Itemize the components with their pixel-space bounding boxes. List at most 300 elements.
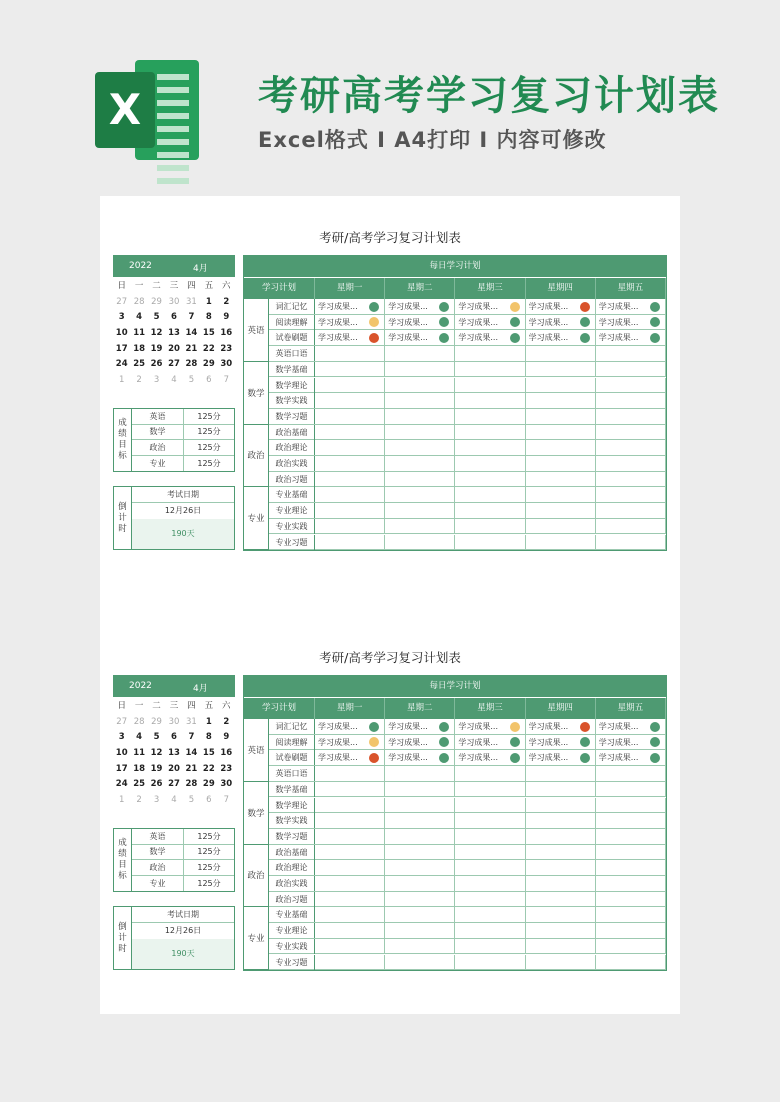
plan-cell[interactable] <box>455 472 525 487</box>
goal-score[interactable]: 125分 <box>183 829 234 845</box>
plan-cell[interactable] <box>315 299 385 314</box>
plan-cell[interactable] <box>596 782 666 797</box>
goal-score[interactable]: 125分 <box>183 845 234 861</box>
plan-cell[interactable] <box>455 860 525 875</box>
plan-cell[interactable] <box>596 798 666 813</box>
plan-cell[interactable] <box>315 798 385 813</box>
plan-cell[interactable] <box>315 535 385 550</box>
plan-cell[interactable] <box>455 923 525 938</box>
plan-cell[interactable] <box>455 456 525 471</box>
days-left: 190天 <box>132 939 234 969</box>
calendar-day[interactable]: 16 <box>220 748 233 759</box>
plan-cell[interactable] <box>315 829 385 844</box>
plan-cell[interactable] <box>385 409 455 424</box>
plan-cell[interactable] <box>315 456 385 471</box>
plan-cell[interactable] <box>315 409 385 424</box>
calendar-day[interactable]: 8 <box>205 312 212 323</box>
plan-cell[interactable] <box>315 315 385 330</box>
calendar-day[interactable]: 7 <box>188 312 195 323</box>
plan-cell[interactable] <box>526 939 596 954</box>
calendar-day[interactable]: 30 <box>168 296 180 307</box>
plan-cell[interactable] <box>596 845 666 860</box>
plan-cell[interactable] <box>596 440 666 455</box>
plan-row <box>269 955 666 971</box>
exam-date[interactable]: 12月26日 <box>164 926 202 935</box>
plan-cell[interactable] <box>455 362 525 377</box>
calendar-day[interactable]: 28 <box>133 716 145 727</box>
calendar-year: 2022 <box>129 681 152 691</box>
countdown-box <box>113 486 235 550</box>
plan-cell[interactable] <box>526 735 596 750</box>
plan-row <box>269 782 666 798</box>
calendar-day[interactable]: 31 <box>186 296 197 307</box>
calendar-day[interactable]: 31 <box>186 716 197 727</box>
plan-cell[interactable] <box>596 923 666 938</box>
plan-cell[interactable] <box>455 425 525 440</box>
plan-banner: 每日学习计划 <box>244 676 666 697</box>
plan-cell[interactable] <box>455 535 525 550</box>
calendar-day[interactable]: 2 <box>223 296 230 307</box>
plan-cell[interactable] <box>596 393 666 408</box>
plan-cell[interactable] <box>385 860 455 875</box>
plan-cell[interactable] <box>526 503 596 518</box>
calendar-day[interactable]: 14 <box>185 748 198 759</box>
plan-cell-text: 学习成果... <box>598 722 639 731</box>
plan-cell[interactable] <box>455 315 525 330</box>
plan-cell[interactable] <box>596 425 666 440</box>
calendar-day[interactable]: 28 <box>185 359 198 370</box>
plan-cell[interactable] <box>315 955 385 970</box>
plan-cell[interactable] <box>315 892 385 907</box>
calendar-day[interactable]: 13 <box>168 748 180 759</box>
plan-cell-text: 学习成果... <box>458 753 499 763</box>
plan-cell[interactable] <box>455 798 525 813</box>
plan-cell[interactable] <box>315 378 385 393</box>
plan-cell[interactable] <box>385 315 455 330</box>
plan-cell[interactable] <box>526 425 596 440</box>
plan-cell[interactable] <box>455 892 525 907</box>
plan-row <box>269 876 666 892</box>
calendar-day[interactable]: 25 <box>133 359 146 370</box>
countdown-label: 倒计时 <box>114 907 132 969</box>
calendar-day[interactable]: 11 <box>133 328 146 339</box>
plan-cell-text: 学习成果... <box>388 753 428 763</box>
calendar-day[interactable]: 19 <box>150 343 163 354</box>
plan-row <box>269 939 666 955</box>
calendar-day[interactable]: 21 <box>185 343 198 354</box>
plan-cell-text: 学习成果... <box>528 333 569 343</box>
plan-row <box>269 798 666 814</box>
plan-cell[interactable] <box>455 719 525 734</box>
plan-cell[interactable] <box>526 519 596 534</box>
plan-cell[interactable] <box>455 766 525 781</box>
calendar-day[interactable]: 10 <box>115 328 128 339</box>
goal-score[interactable]: 125分 <box>183 409 234 425</box>
calendar-day[interactable]: 5 <box>153 312 160 323</box>
plan-item: 政治习题 <box>269 892 315 907</box>
plan-cell[interactable] <box>385 719 455 734</box>
exam-date[interactable]: 12月26日 <box>164 506 202 515</box>
plan-cell[interactable] <box>385 829 455 844</box>
plan-cell[interactable] <box>596 378 666 393</box>
weekday-header: 星期一 <box>315 278 385 299</box>
calendar-day[interactable]: 9 <box>223 732 230 743</box>
goal-score[interactable]: 125分 <box>183 456 234 472</box>
calendar-day[interactable]: 28 <box>185 779 198 790</box>
plan-cell[interactable] <box>526 923 596 938</box>
plan-cell[interactable] <box>526 798 596 813</box>
plan-cell[interactable] <box>385 362 455 377</box>
plan-cell[interactable] <box>315 487 385 502</box>
plan-cell[interactable] <box>596 876 666 891</box>
calendar-day[interactable]: 3 <box>118 312 125 323</box>
plan-cell[interactable] <box>596 750 666 765</box>
plan-cell[interactable] <box>385 440 455 455</box>
plan-cell[interactable] <box>596 955 666 970</box>
plan-cell[interactable] <box>596 456 666 471</box>
status-dot-icon <box>439 737 449 747</box>
plan-cell[interactable] <box>385 519 455 534</box>
calendar-month: 4月 <box>193 684 208 694</box>
plan-cell[interactable] <box>455 735 525 750</box>
weekday-header: 星期五 <box>596 698 666 719</box>
calendar-day[interactable]: 5 <box>188 375 195 386</box>
plan-cell[interactable] <box>385 503 455 518</box>
score-goals-table <box>113 408 235 472</box>
plan-cell[interactable] <box>526 813 596 828</box>
plan-cell[interactable] <box>385 346 455 361</box>
plan-row <box>269 330 666 346</box>
calendar-day[interactable]: 6 <box>206 795 212 806</box>
plan-cell[interactable] <box>455 829 525 844</box>
plan-cell[interactable] <box>596 315 666 330</box>
plan-cell-text: 学习成果... <box>598 753 639 763</box>
plan-cell[interactable] <box>455 503 525 518</box>
calendar-day[interactable]: 16 <box>220 328 233 339</box>
plan-cell[interactable] <box>526 378 596 393</box>
plan-cell[interactable] <box>315 425 385 440</box>
calendar-day[interactable]: 23 <box>220 763 233 774</box>
plan-cell[interactable] <box>385 535 455 550</box>
calendar-day[interactable]: 25 <box>133 779 146 790</box>
calendar-day[interactable]: 30 <box>220 359 233 370</box>
plan-cell[interactable] <box>455 346 525 361</box>
plan-cell[interactable] <box>596 892 666 907</box>
status-dot-icon <box>510 753 520 763</box>
calendar-day[interactable]: 1 <box>205 716 212 727</box>
plan-cell[interactable] <box>455 330 525 345</box>
plan-cell[interactable] <box>526 719 596 734</box>
calendar-day[interactable]: 8 <box>205 732 212 743</box>
calendar-day[interactable]: 1 <box>119 375 125 386</box>
calendar-day[interactable]: 7 <box>223 375 229 386</box>
plan-cell[interactable] <box>385 750 455 765</box>
plan-cell[interactable] <box>526 892 596 907</box>
plan-cell[interactable] <box>596 346 666 361</box>
plan-cell[interactable] <box>385 907 455 922</box>
plan-cell[interactable] <box>455 876 525 891</box>
calendar-day[interactable]: 17 <box>115 763 128 774</box>
plan-row <box>269 860 666 876</box>
plan-row <box>269 378 666 394</box>
plan-cell[interactable] <box>315 719 385 734</box>
calendar-day[interactable]: 22 <box>202 343 215 354</box>
plan-cell[interactable] <box>455 519 525 534</box>
plan-cell[interactable] <box>455 939 525 954</box>
plan-cell[interactable] <box>526 487 596 502</box>
plan-item: 英语口语 <box>269 766 315 781</box>
calendar-weekday: 五 <box>204 281 214 291</box>
plan-cell[interactable] <box>385 813 455 828</box>
plan-cell[interactable] <box>385 735 455 750</box>
calendar-day[interactable]: 15 <box>202 748 215 759</box>
plan-cell[interactable] <box>385 845 455 860</box>
calendar-day[interactable]: 30 <box>220 779 233 790</box>
calendar-day[interactable]: 4 <box>171 375 177 386</box>
status-dot-icon <box>580 302 590 312</box>
plan-cell[interactable] <box>385 782 455 797</box>
calendar-day[interactable]: 21 <box>185 763 198 774</box>
plan-cell[interactable] <box>385 378 455 393</box>
plan-cell[interactable] <box>526 440 596 455</box>
plan-cell[interactable] <box>526 766 596 781</box>
plan-cell[interactable] <box>526 346 596 361</box>
plan-cell[interactable] <box>526 456 596 471</box>
plan-cell[interactable] <box>455 409 525 424</box>
plan-cell[interactable] <box>315 735 385 750</box>
goal-score[interactable]: 125分 <box>183 876 234 892</box>
calendar-weekday: 日 <box>117 281 126 291</box>
plan-cell[interactable] <box>596 735 666 750</box>
calendar-day[interactable]: 29 <box>202 359 215 370</box>
plan-cell[interactable] <box>315 766 385 781</box>
calendar-day[interactable]: 3 <box>153 795 160 806</box>
plan-cell[interactable] <box>455 782 525 797</box>
plan-cell[interactable] <box>315 782 385 797</box>
plan-cell[interactable] <box>385 939 455 954</box>
subject-label: 专业 <box>244 907 269 970</box>
plan-cell[interactable] <box>596 409 666 424</box>
plan-cell[interactable] <box>596 362 666 377</box>
plan-cell[interactable] <box>385 923 455 938</box>
plan-item: 政治理论 <box>269 440 315 455</box>
plan-cell[interactable] <box>315 362 385 377</box>
daily-plan-table <box>243 255 667 551</box>
calendar-day[interactable]: 5 <box>153 732 160 743</box>
calendar-weekday: 二 <box>152 281 161 291</box>
calendar-day[interactable]: 28 <box>133 296 145 307</box>
calendar-day[interactable]: 13 <box>168 328 180 339</box>
calendar-day[interactable]: 4 <box>136 312 143 323</box>
calendar-day[interactable]: 18 <box>133 763 146 774</box>
plan-cell[interactable] <box>596 519 666 534</box>
plan-cell-text: 学习成果... <box>458 302 499 311</box>
calendar-day[interactable]: 27 <box>116 296 128 307</box>
plan-item: 专业实践 <box>269 519 315 534</box>
plan-cell[interactable] <box>596 939 666 954</box>
calendar-day[interactable]: 2 <box>136 375 142 386</box>
plan-cell[interactable] <box>526 330 596 345</box>
plan-cell[interactable] <box>596 907 666 922</box>
plan-cell[interactable] <box>455 299 525 314</box>
calendar-day[interactable]: 2 <box>136 795 142 806</box>
plan-cell[interactable] <box>596 719 666 734</box>
plan-cell[interactable] <box>596 503 666 518</box>
plan-cell[interactable] <box>385 393 455 408</box>
plan-cell[interactable] <box>596 860 666 875</box>
plan-cell[interactable] <box>385 456 455 471</box>
goal-score[interactable]: 125分 <box>183 440 234 456</box>
plan-cell[interactable] <box>455 750 525 765</box>
plan-cell[interactable] <box>526 829 596 844</box>
plan-cell[interactable] <box>315 330 385 345</box>
calendar-day[interactable]: 2 <box>223 716 230 727</box>
plan-cell[interactable] <box>596 487 666 502</box>
plan-cell[interactable] <box>526 409 596 424</box>
calendar-day[interactable]: 27 <box>116 716 128 727</box>
calendar-day[interactable]: 20 <box>168 763 180 774</box>
plan-cell[interactable] <box>526 299 596 314</box>
calendar-day[interactable]: 1 <box>119 795 125 806</box>
calendar-day[interactable]: 29 <box>202 779 215 790</box>
plan-cell[interactable] <box>385 766 455 781</box>
calendar-day[interactable]: 12 <box>150 328 163 339</box>
calendar-day[interactable]: 6 <box>206 375 212 386</box>
calendar-day[interactable]: 5 <box>188 795 195 806</box>
plan-cell[interactable] <box>596 472 666 487</box>
plan-cell[interactable] <box>455 955 525 970</box>
plan-cell-text: 学习成果... <box>598 333 639 343</box>
plan-cell[interactable] <box>315 813 385 828</box>
calendar-day[interactable]: 24 <box>115 359 128 370</box>
calendar-day[interactable]: 4 <box>171 795 177 806</box>
calendar-day[interactable]: 30 <box>168 716 180 727</box>
plan-cell[interactable] <box>385 425 455 440</box>
plan-cell[interactable] <box>455 378 525 393</box>
plan-cell-text: 学习成果... <box>528 302 569 311</box>
weekday-header: 星期四 <box>526 278 596 299</box>
calendar-day[interactable]: 11 <box>133 748 146 759</box>
calendar-day[interactable]: 15 <box>202 328 215 339</box>
calendar-day[interactable]: 26 <box>150 359 163 370</box>
plan-cell[interactable] <box>596 829 666 844</box>
plan-cell[interactable] <box>455 845 525 860</box>
calendar-day[interactable]: 12 <box>150 748 163 759</box>
calendar-day[interactable]: 4 <box>136 732 143 743</box>
plan-cell[interactable] <box>315 750 385 765</box>
plan-cell[interactable] <box>526 535 596 550</box>
calendar-day[interactable]: 24 <box>115 779 128 790</box>
plan-cell[interactable] <box>315 472 385 487</box>
plan-cell[interactable] <box>526 907 596 922</box>
calendar-day[interactable]: 29 <box>151 296 162 307</box>
goal-score[interactable]: 125分 <box>183 860 234 876</box>
plan-cell[interactable] <box>385 472 455 487</box>
plan-cell[interactable] <box>385 955 455 970</box>
plan-cell[interactable] <box>526 362 596 377</box>
calendar-day[interactable]: 7 <box>188 732 195 743</box>
plan-cell[interactable] <box>526 845 596 860</box>
calendar-day[interactable]: 27 <box>168 359 180 370</box>
plan-cell[interactable] <box>526 955 596 970</box>
plan-cell[interactable] <box>315 519 385 534</box>
plan-cell[interactable] <box>526 315 596 330</box>
plan-cell[interactable] <box>596 813 666 828</box>
calendar-day[interactable]: 7 <box>223 795 229 806</box>
plan-cell[interactable] <box>385 892 455 907</box>
plan-cell[interactable] <box>455 487 525 502</box>
calendar-day[interactable]: 26 <box>150 779 163 790</box>
plan-cell[interactable] <box>596 535 666 550</box>
calendar-day[interactable]: 29 <box>151 716 162 727</box>
plan-row <box>269 362 666 378</box>
calendar-day[interactable]: 10 <box>115 748 128 759</box>
calendar-day[interactable]: 20 <box>168 343 180 354</box>
calendar-day[interactable]: 3 <box>153 375 160 386</box>
goal-score[interactable]: 125分 <box>183 425 234 441</box>
plan-item: 数学基础 <box>269 362 315 377</box>
plan-cell[interactable] <box>526 393 596 408</box>
plan-row <box>269 535 666 551</box>
plan-cell[interactable] <box>315 923 385 938</box>
plan-row <box>269 907 666 923</box>
plan-cell[interactable] <box>385 876 455 891</box>
plan-cell[interactable] <box>596 766 666 781</box>
plan-cell[interactable] <box>315 346 385 361</box>
plan-row <box>269 766 666 782</box>
plan-cell[interactable] <box>385 487 455 502</box>
plan-cell[interactable] <box>455 813 525 828</box>
calendar-day[interactable]: 6 <box>171 732 177 743</box>
calendar-day[interactable]: 27 <box>168 779 180 790</box>
plan-cell[interactable] <box>315 845 385 860</box>
plan-cell[interactable] <box>526 472 596 487</box>
plan-cell[interactable] <box>385 330 455 345</box>
plan-cell[interactable] <box>455 440 525 455</box>
plan-cell[interactable] <box>526 782 596 797</box>
plan-cell[interactable] <box>526 750 596 765</box>
calendar-day[interactable]: 3 <box>118 732 125 743</box>
plan-cell[interactable] <box>315 393 385 408</box>
plan-cell[interactable] <box>315 860 385 875</box>
plan-cell[interactable] <box>385 299 455 314</box>
plan-cell[interactable] <box>315 939 385 954</box>
plan-cell[interactable] <box>315 907 385 922</box>
plan-cell[interactable] <box>455 393 525 408</box>
plan-cell[interactable] <box>526 876 596 891</box>
calendar-day[interactable]: 6 <box>171 312 177 323</box>
plan-cell[interactable] <box>315 440 385 455</box>
plan-item: 阅读理解 <box>269 735 315 750</box>
calendar-day[interactable]: 17 <box>115 343 128 354</box>
calendar-day[interactable]: 19 <box>150 763 163 774</box>
calendar-day[interactable]: 18 <box>133 343 146 354</box>
plan-cell[interactable] <box>596 330 666 345</box>
plan-cell[interactable] <box>315 876 385 891</box>
plan-cell[interactable] <box>385 798 455 813</box>
calendar-day[interactable]: 23 <box>220 343 233 354</box>
calendar-day[interactable]: 22 <box>202 763 215 774</box>
calendar-day[interactable]: 1 <box>205 296 212 307</box>
plan-cell[interactable] <box>596 299 666 314</box>
plan-cell[interactable] <box>315 503 385 518</box>
plan-cell[interactable] <box>526 860 596 875</box>
status-dot-icon <box>650 302 660 312</box>
calendar-day[interactable]: 14 <box>185 328 198 339</box>
calendar-grid <box>113 699 235 809</box>
plan-cell[interactable] <box>455 907 525 922</box>
calendar-day[interactable]: 9 <box>223 312 230 323</box>
